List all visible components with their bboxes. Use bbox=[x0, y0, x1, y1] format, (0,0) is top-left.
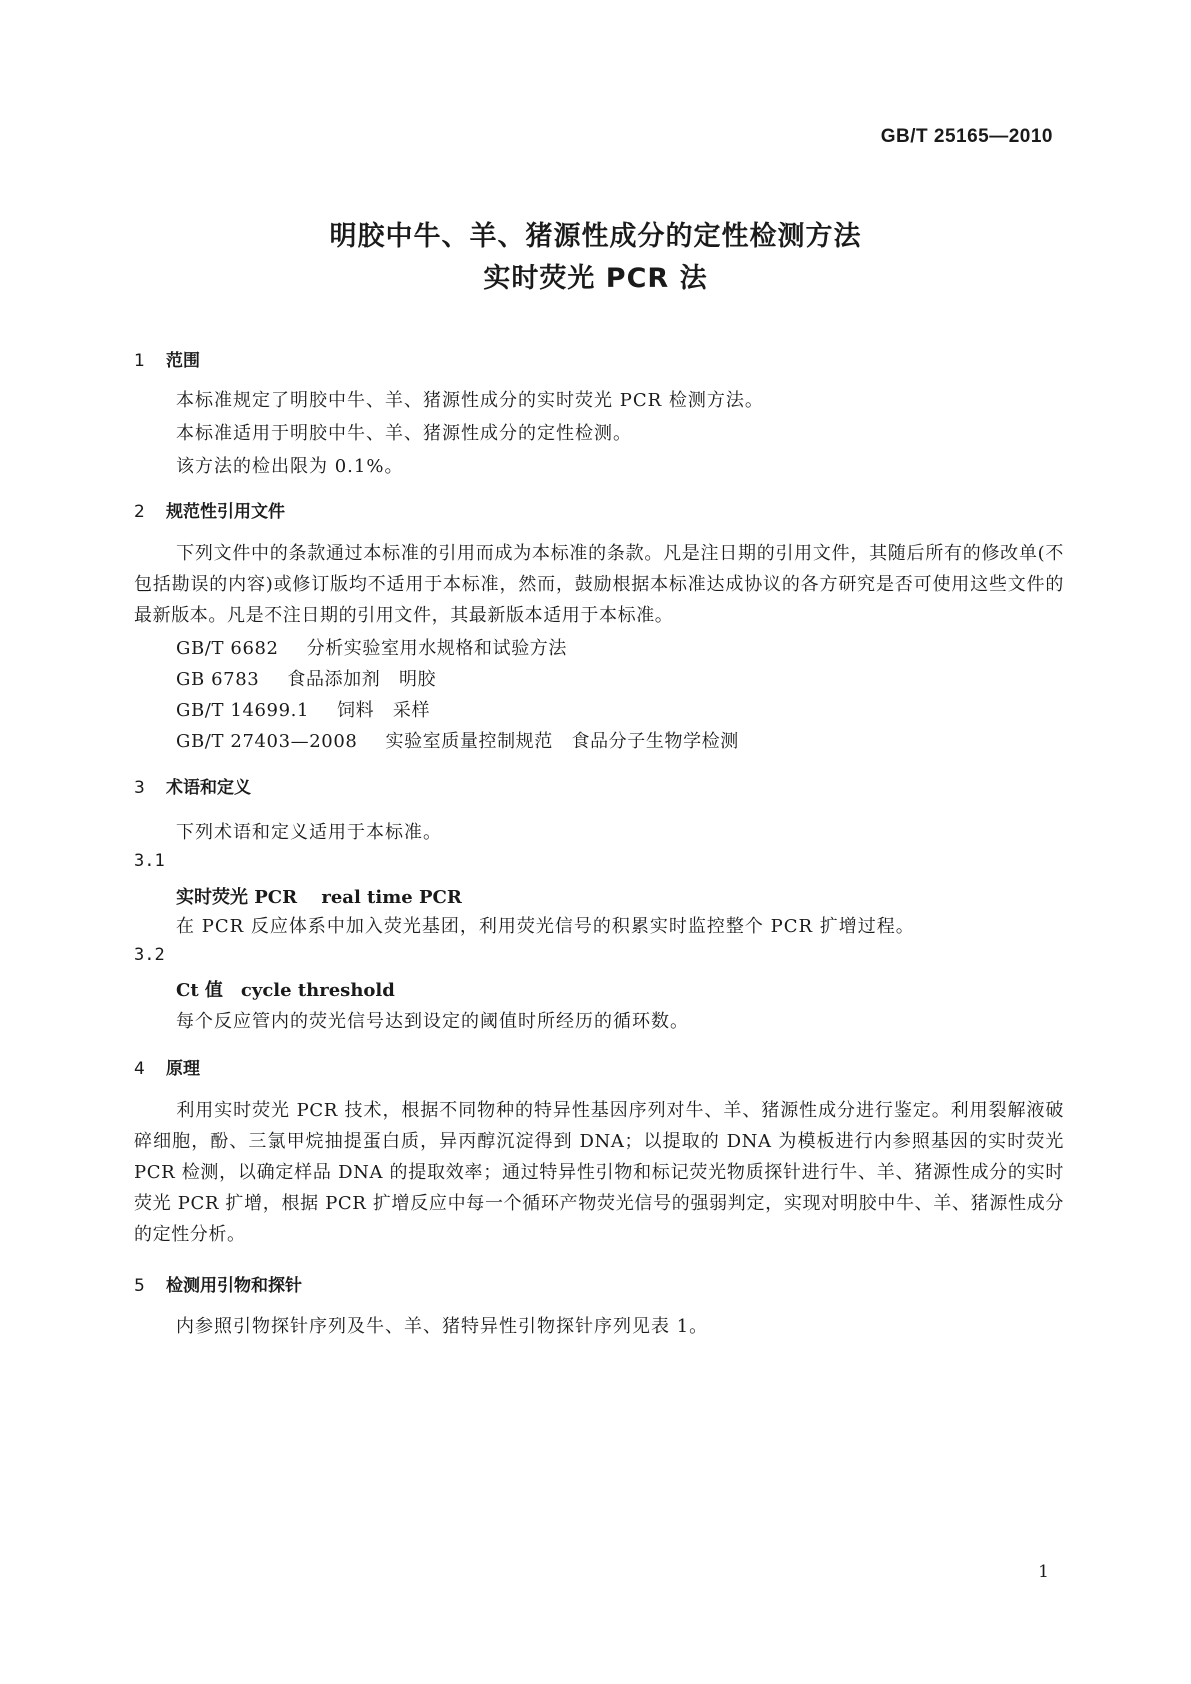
reference-code: GB 6783 bbox=[176, 669, 260, 690]
scope-line-2: 本标准适用于明胶中牛、羊、猪源性成分的定性检测。 bbox=[176, 423, 632, 444]
page-number: 1 bbox=[1038, 1562, 1049, 1582]
section-title: 术语和定义 bbox=[166, 778, 251, 798]
scope-line-3: 该方法的检出限为 0.1%。 bbox=[176, 456, 404, 477]
reference-code: GB/T 27403—2008 bbox=[176, 731, 358, 752]
section-1-heading bbox=[134, 346, 200, 371]
scope-line-1: 本标准规定了明胶中牛、羊、猪源性成分的实时荧光 PCR 检测方法。 bbox=[176, 390, 764, 411]
subclause-number: 3.2 bbox=[134, 945, 165, 965]
section-4-heading bbox=[134, 1054, 200, 1079]
principle-text: 利用实时荧光 PCR 技术，根据不同物种的特异性基因序列对牛、羊、猪源性成分进行鉴定。利用裂解液破碎细胞，酚、三氯甲烷抽提蛋白质，异丙醇沉淀得到 DNA；以提取的 DNA 为模板进行内参照基因的实时荧光 PCR 检测，以确定样品 DNA 的提取效率；通过特异性引物和标记荧光物质探针进行牛、羊、猪源性成分的实时荧光 PCR 扩增，根据 PCR 扩增反应中每一个循环产物荧光信号的强弱判定，实现对明胶中牛、羊、猪源性成分的定性分析。 bbox=[134, 1100, 1064, 1245]
reference-item bbox=[176, 727, 739, 753]
reference-code: GB/T 6682 bbox=[176, 638, 279, 659]
term-definition: 每个反应管内的荧光信号达到设定的阈值时所经历的循环数。 bbox=[176, 1011, 689, 1032]
document-title: 明胶中牛、羊、猪源性成分的定性检测方法 bbox=[329, 221, 862, 252]
reference-item bbox=[176, 696, 430, 722]
section-5-heading bbox=[134, 1271, 302, 1296]
reference-title: 饲料 采样 bbox=[337, 700, 431, 721]
reference-item bbox=[176, 665, 436, 691]
section-title: 检测用引物和探针 bbox=[166, 1276, 302, 1296]
section-number: 3 bbox=[134, 778, 145, 798]
reference-title: 分析实验室用水规格和试验方法 bbox=[306, 638, 568, 659]
section-number: 2 bbox=[134, 502, 145, 522]
terms-intro: 下列术语和定义适用于本标准。 bbox=[176, 822, 442, 843]
section-title: 规范性引用文件 bbox=[166, 502, 285, 522]
subclause-number: 3.1 bbox=[134, 851, 165, 871]
section-title: 范围 bbox=[166, 351, 200, 371]
reference-title: 实验室质量控制规范 食品分子生物学检测 bbox=[385, 731, 739, 752]
section-3-heading bbox=[134, 773, 251, 798]
section-number: 1 bbox=[134, 351, 145, 371]
section-number: 5 bbox=[134, 1276, 145, 1296]
section-number: 4 bbox=[134, 1059, 145, 1079]
principle-paragraph bbox=[134, 1095, 1064, 1250]
primers-paragraph: 内参照引物探针序列及牛、羊、猪特异性引物探针序列见表 1。 bbox=[176, 1316, 709, 1337]
reference-code: GB/T 14699.1 bbox=[176, 700, 310, 721]
reference-title: 食品添加剂 明胶 bbox=[287, 669, 437, 690]
section-title: 原理 bbox=[166, 1059, 200, 1079]
term-heading: Ct 值 cycle threshold bbox=[176, 980, 395, 1001]
term-definition: 在 PCR 反应体系中加入荧光基团，利用荧光信号的积累实时监控整个 PCR 扩增过程。 bbox=[176, 916, 915, 937]
reference-item bbox=[176, 634, 567, 660]
section-2-heading bbox=[134, 497, 285, 522]
document-subtitle: 实时荧光 PCR 法 bbox=[483, 263, 708, 294]
normative-references-intro bbox=[134, 538, 1064, 631]
standard-number: GB/T 25165—2010 bbox=[880, 126, 1053, 147]
term-heading: 实时荧光 PCR real time PCR bbox=[176, 887, 462, 908]
intro-text: 下列文件中的条款通过本标准的引用而成为本标准的条款。凡是注日期的引用文件，其随后所有的修改单(不包括勘误的内容)或修订版均不适用于本标准，然而，鼓励根据本标准达成协议的各方研究是否可使用这些文件的最新版本。凡是不注日期的引用文件，其最新版本适用于本标准。 bbox=[134, 543, 1064, 626]
